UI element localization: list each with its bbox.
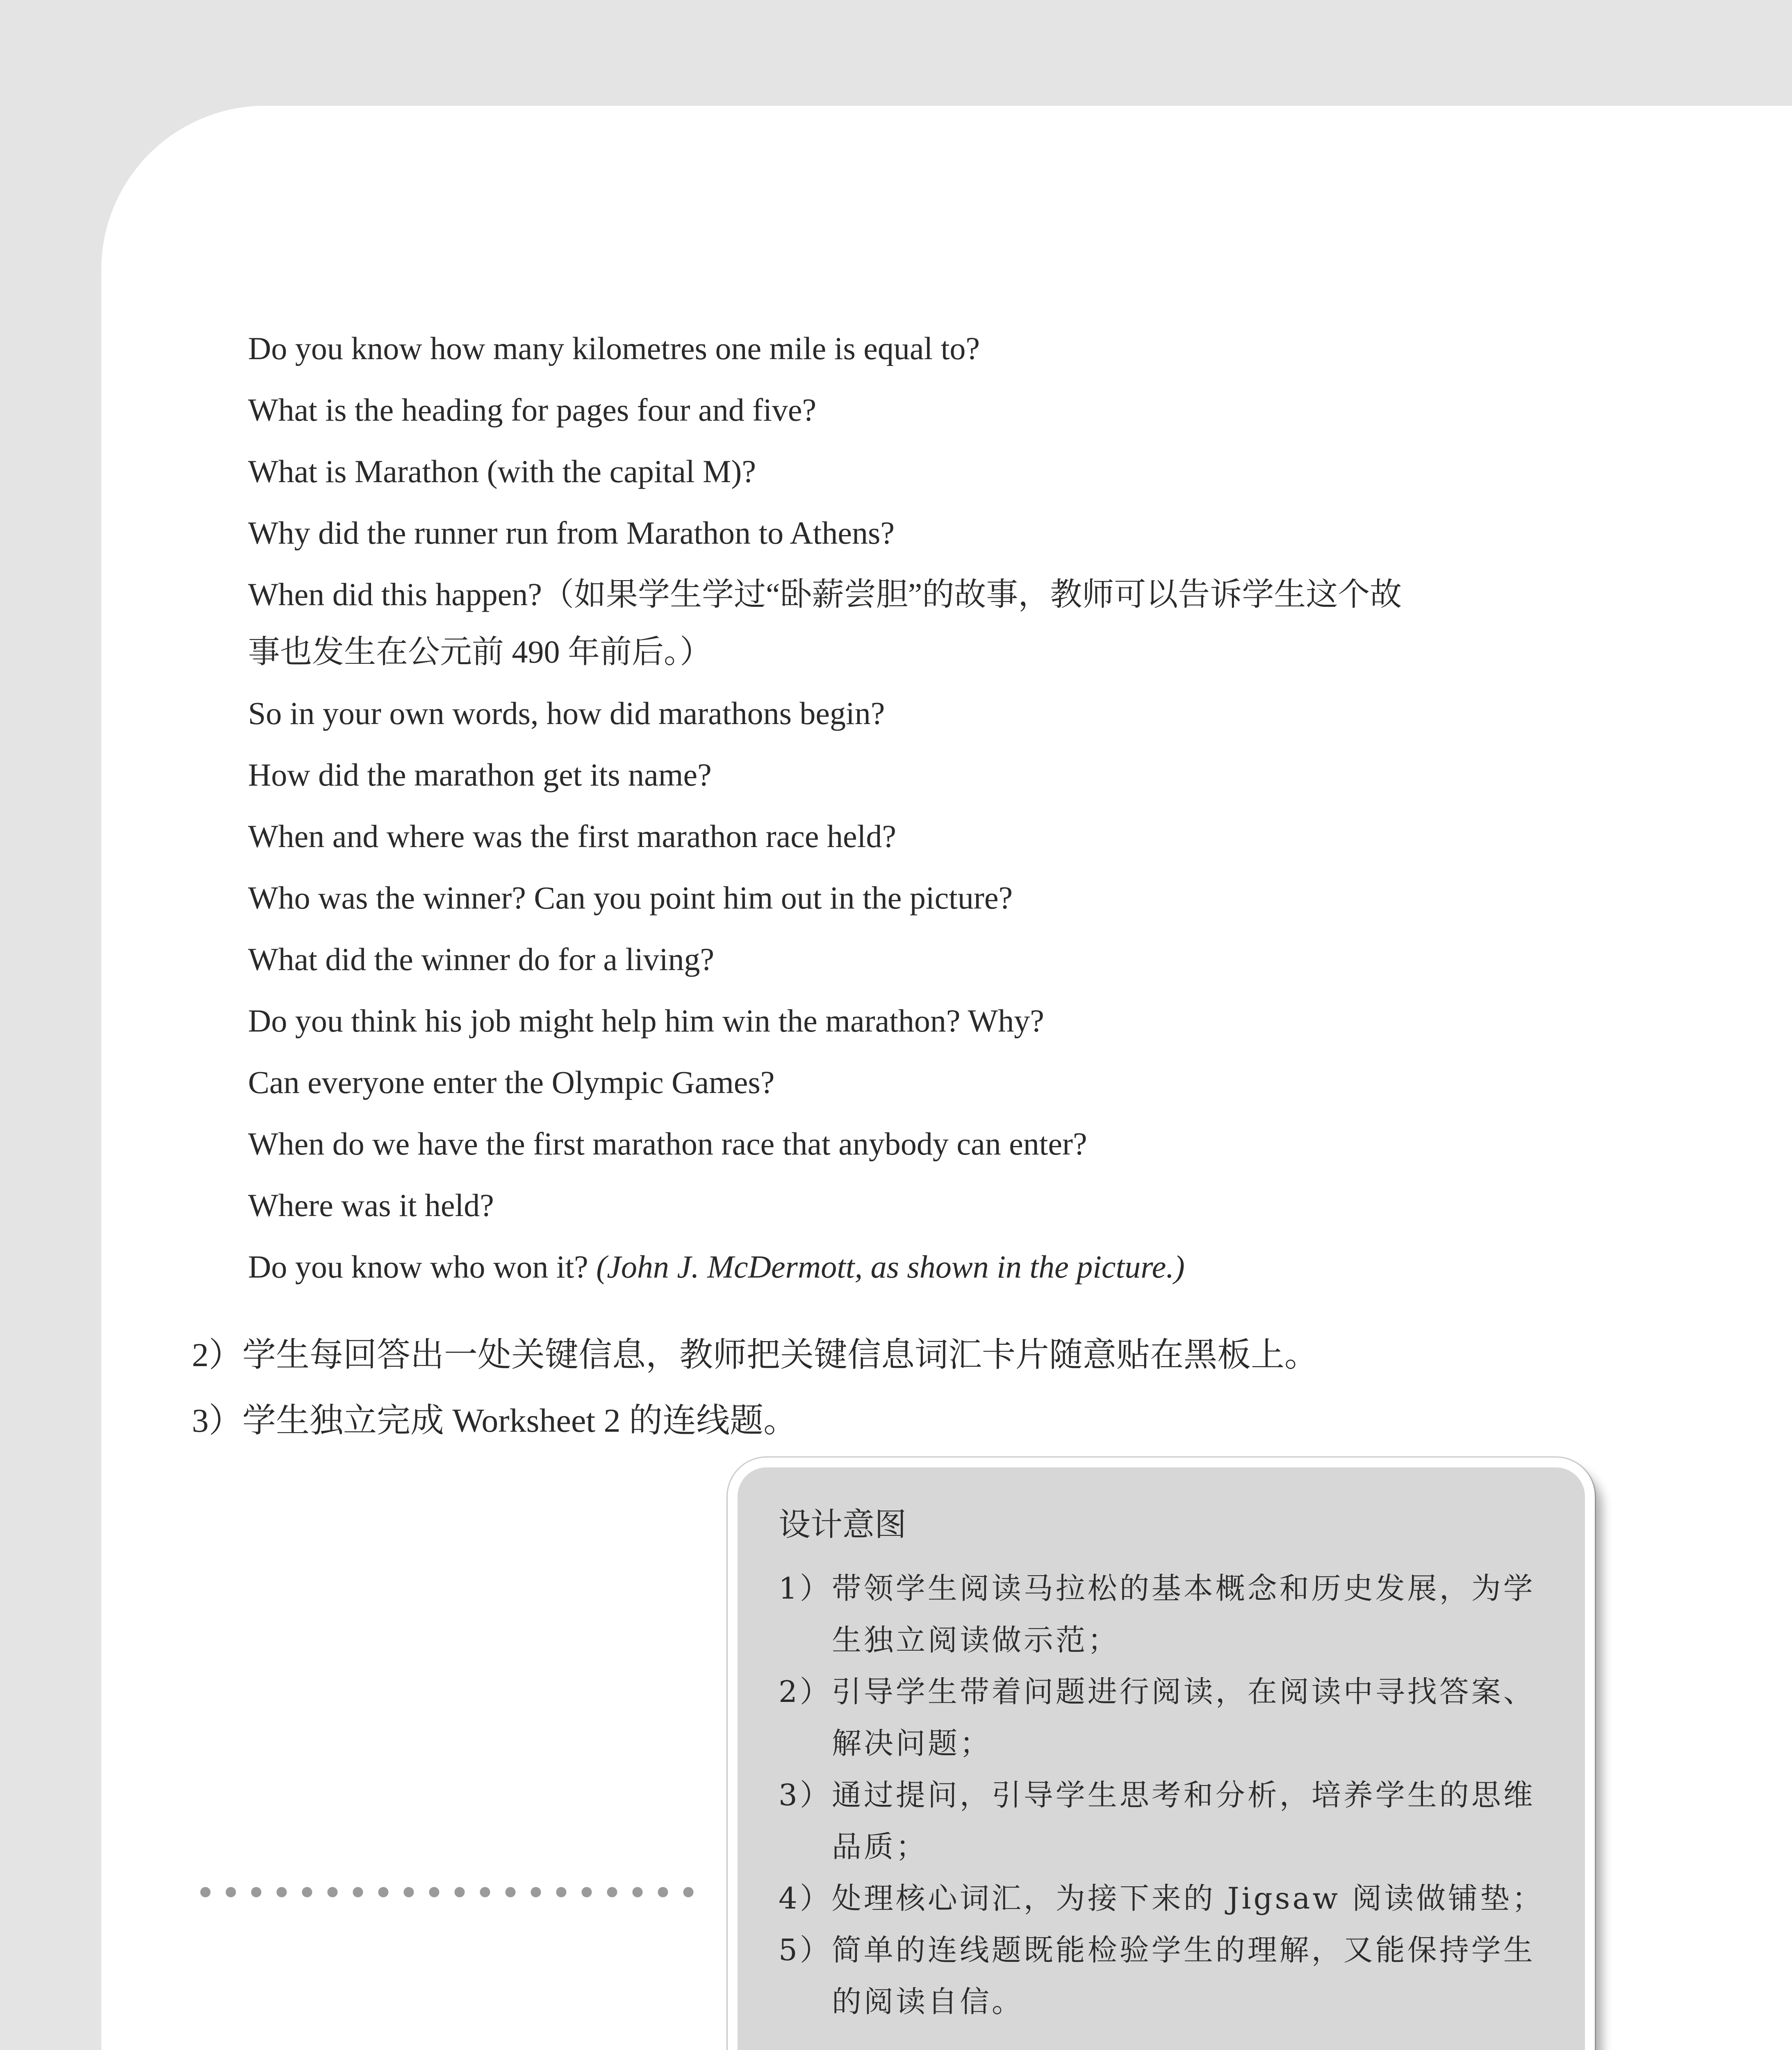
design-intent-box — [728, 1458, 1595, 2050]
question-line: What did the winner do for a living? — [248, 941, 715, 977]
question-line: When and where was the first marathon race held? — [248, 818, 896, 854]
question-line: Do you know how many kilometres one mile is equal to? — [248, 330, 980, 366]
question-line: Who was the winner? Can you point him out in the picture? — [248, 880, 1013, 916]
dotted-divider — [193, 1886, 701, 1898]
step-list — [192, 1322, 1627, 1453]
design-intent-item: 2）引导学生带着问题进行阅读，在阅读中寻找答案、解决问题； — [779, 1674, 1535, 1761]
question-line: So in your own words, how did marathons begin? — [248, 695, 885, 731]
question-line: 事也发生在公元前 490 年前后。） — [248, 634, 712, 670]
question-list — [248, 318, 1642, 1298]
question-line: When do we have the first marathon race that anybody can enter? — [248, 1126, 1087, 1162]
question-line: What is Marathon (with the capital M)? — [248, 453, 756, 489]
step-line: 3）学生独立完成 Worksheet 2 的连线题。 — [192, 1402, 797, 1439]
step-line: 2）学生每回答出一处关键信息，教师把关键信息词汇卡片随意贴在黑板上。 — [192, 1336, 1318, 1374]
question-line: Can everyone enter the Olympic Games? — [248, 1064, 775, 1100]
design-intent-title: 设计意图 — [779, 1506, 907, 1543]
design-intent-item: 3）通过提问，引导学生思考和分析，培养学生的思维品质； — [779, 1778, 1535, 1864]
design-intent-item: 5）简单的连线题既能检验学生的理解，又能保持学生的阅读自信。 — [779, 1933, 1535, 2019]
question-line: When did this happen?（如果学生学过“卧薪尝胆”的故事，教师可以告诉学生这个故 — [248, 576, 1402, 612]
design-intent-item: 1）带领学生阅读马拉松的基本概念和历史发展，为学生独立阅读做示范； — [779, 1571, 1535, 1657]
design-intent-item: 4）处理核心词汇，为接下来的 Jigsaw 阅读做铺垫； — [779, 1881, 1544, 1916]
question-line: Do you think his job might help him win the marathon? Why? — [248, 1003, 1044, 1039]
question-line-last — [248, 1236, 1642, 1298]
question-line: Why did the runner run from Marathon to Athens? — [248, 515, 895, 551]
question-text: Do you know who won it? — [248, 1249, 588, 1285]
question-line: What is the heading for pages four and five? — [248, 392, 817, 428]
question-line: Where was it held? — [248, 1187, 494, 1223]
question-line: How did the marathon get its name? — [248, 757, 712, 793]
question-answer: (John J. McDermott, as shown in the picture.) — [596, 1249, 1185, 1285]
